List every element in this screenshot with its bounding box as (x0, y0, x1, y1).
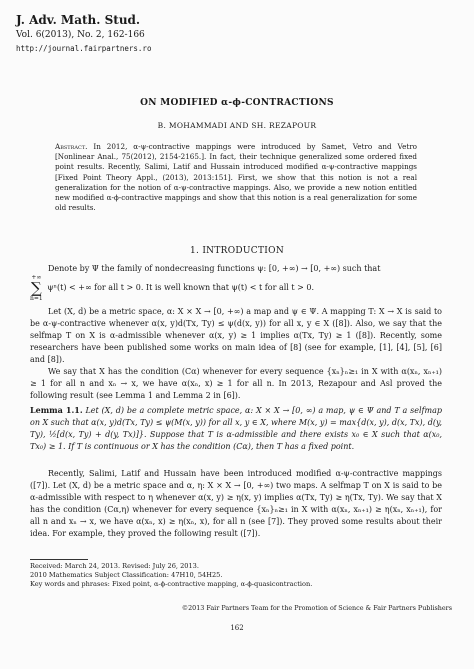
journal-volume: Vol. 6(2013), No. 2, 162-166 (16, 30, 145, 40)
paragraph-1b (30, 274, 442, 302)
paragraph-3: We say that X has the condition (Cα) whenever for every sequence {xₙ}ₙ≥₁ in X with α(xₙ, xₙ₊₁) ≥ 1 for all n and xₙ → x, we have α(xₙ, x) ≥ 1 for all n. In 2013, Rezapour and Asl proved the following result (see Lemma 1 and Lemma 2 in [6]). (30, 367, 442, 400)
footnote-rule (30, 559, 88, 560)
paragraph-1b-text: ψⁿ(t) < +∞ for all t > 0. It is well known that ψ(t) < t for all t > 0. (47, 283, 315, 292)
paragraph-1a: Denote by Ψ the family of nondecreasing functions ψ: [0, +∞) → [0, +∞) such that (48, 264, 381, 273)
page-number: 162 (230, 624, 244, 632)
abstract-text: In 2012, α-ψ-contractive mappings were introduced by Samet, Vetro and Vetro [Nonlinear Anal., 75(2012), 2154-2165.]. In fact, their technique generalized some ordered fixed point results. Recently, Salimi, Latif and Hussain introduced modified α-ψ-contractive mappings [Fixed Point Theory Appl., (2013), 2013:151]. First, we show that this notion is not a real generalization for the notion of α-ψ-contractive mappings. Also, we provide a new notion entitled new modified α-ϕ-contractive mappings and show that this notion is a real generalization for some old results. (55, 142, 417, 213)
journal-url[interactable]: http://journal.fairpartners.ro (16, 44, 152, 53)
copyright-notice: ©2013 Fair Partners Team for the Promotion of Science & Fair Partners Publishers (181, 604, 452, 612)
abstract (55, 142, 417, 213)
section-heading: 1. INTRODUCTION (189, 246, 285, 256)
sigma-glyph: ∑ (31, 279, 42, 297)
journal-title: J. Adv. Math. Stud. (16, 13, 141, 27)
lemma-label: Lemma 1.1. (30, 405, 83, 415)
footnote-keywords: Key words and phrases: Fixed point, α-ϕ-contractive mapping, α-ϕ-quasicontraction. (30, 580, 313, 588)
lemma-text: Let (X, d) be a complete metric space, α: X × X → [0, ∞) a map, ψ ∈ Ψ and T a selfmap on X such that α(x, y)d(Tx, Ty) ≤ ψ(M(x, y)) for all x, y ∈ X, where M(x, y) = max{d(x, y), d(x, Tx), d(y, Ty), ½[d(x, Ty) + d(y, Tx)]}. Suppose that T is α-admissible and there exists x₀ ∈ X such that α(x₀, Tx₀) ≥ 1. If T is continuous or X has the condition (Cα), then T has a fixed point. (30, 406, 442, 451)
footnote-msc: 2010 Mathematics Subject Classification: 47H10, 54H25. (30, 571, 223, 579)
paragraph-2: Let (X, d) be a metric space, α: X × X → [0, +∞) a map and ψ ∈ Ψ. A mapping T: X → X is said to be α-ψ-contractive whenever α(x, y)d(Tx, Ty) ≤ ψ(d(x, y)) for all x, y ∈ X ([8]). Also, we say that the selfmap T on X is α-admissible whenever α(x, y) ≥ 1 implies α(Tx, Ty) ≥ 1 ([8]). Recently, some researchers have been published some works on main idea of [8] (see for example, [1], [4], [5], [6] and [8]). (30, 307, 442, 364)
paper-title: ON MODIFIED α-ϕ-CONTRACTIONS (140, 98, 334, 108)
summation-symbol (30, 274, 43, 302)
footnote-received: Received: March 24, 2013. Revised: July 26, 2013. (30, 562, 199, 570)
abstract-label: Abstract. (55, 142, 88, 151)
sum-upper: +∞ (31, 274, 42, 281)
lemma-1-1 (30, 404, 442, 453)
sum-lower: n=1 (30, 295, 43, 302)
paragraph-4: Recently, Salimi, Latif and Hussain have been introduced modified α-ψ-contractive mappings ([7]). Let (X, d) be a metric space and α, η: X × X → [0, +∞) two maps. A selfmap T on X is said to be α-admissible with respect to η whenever α(x, y) ≥ η(x, y) implies α(Tx, Ty) ≥ η(Tx, Ty). We say that X has the condition (Cα,η) whenever for every sequence {xₙ}ₙ≥₁ in X with α(xₙ, xₙ₊₁) ≥ η(xₙ, xₙ₊₁), for all n and xₙ → x, we have α(xₙ, x) ≥ η(xₙ, x), for all n (see [7]). They proved some results about their idea. For example, they proved the following result ([7]). (30, 469, 442, 538)
paper-authors: B. MOHAMMADI AND SH. REZAPOUR (157, 121, 317, 130)
